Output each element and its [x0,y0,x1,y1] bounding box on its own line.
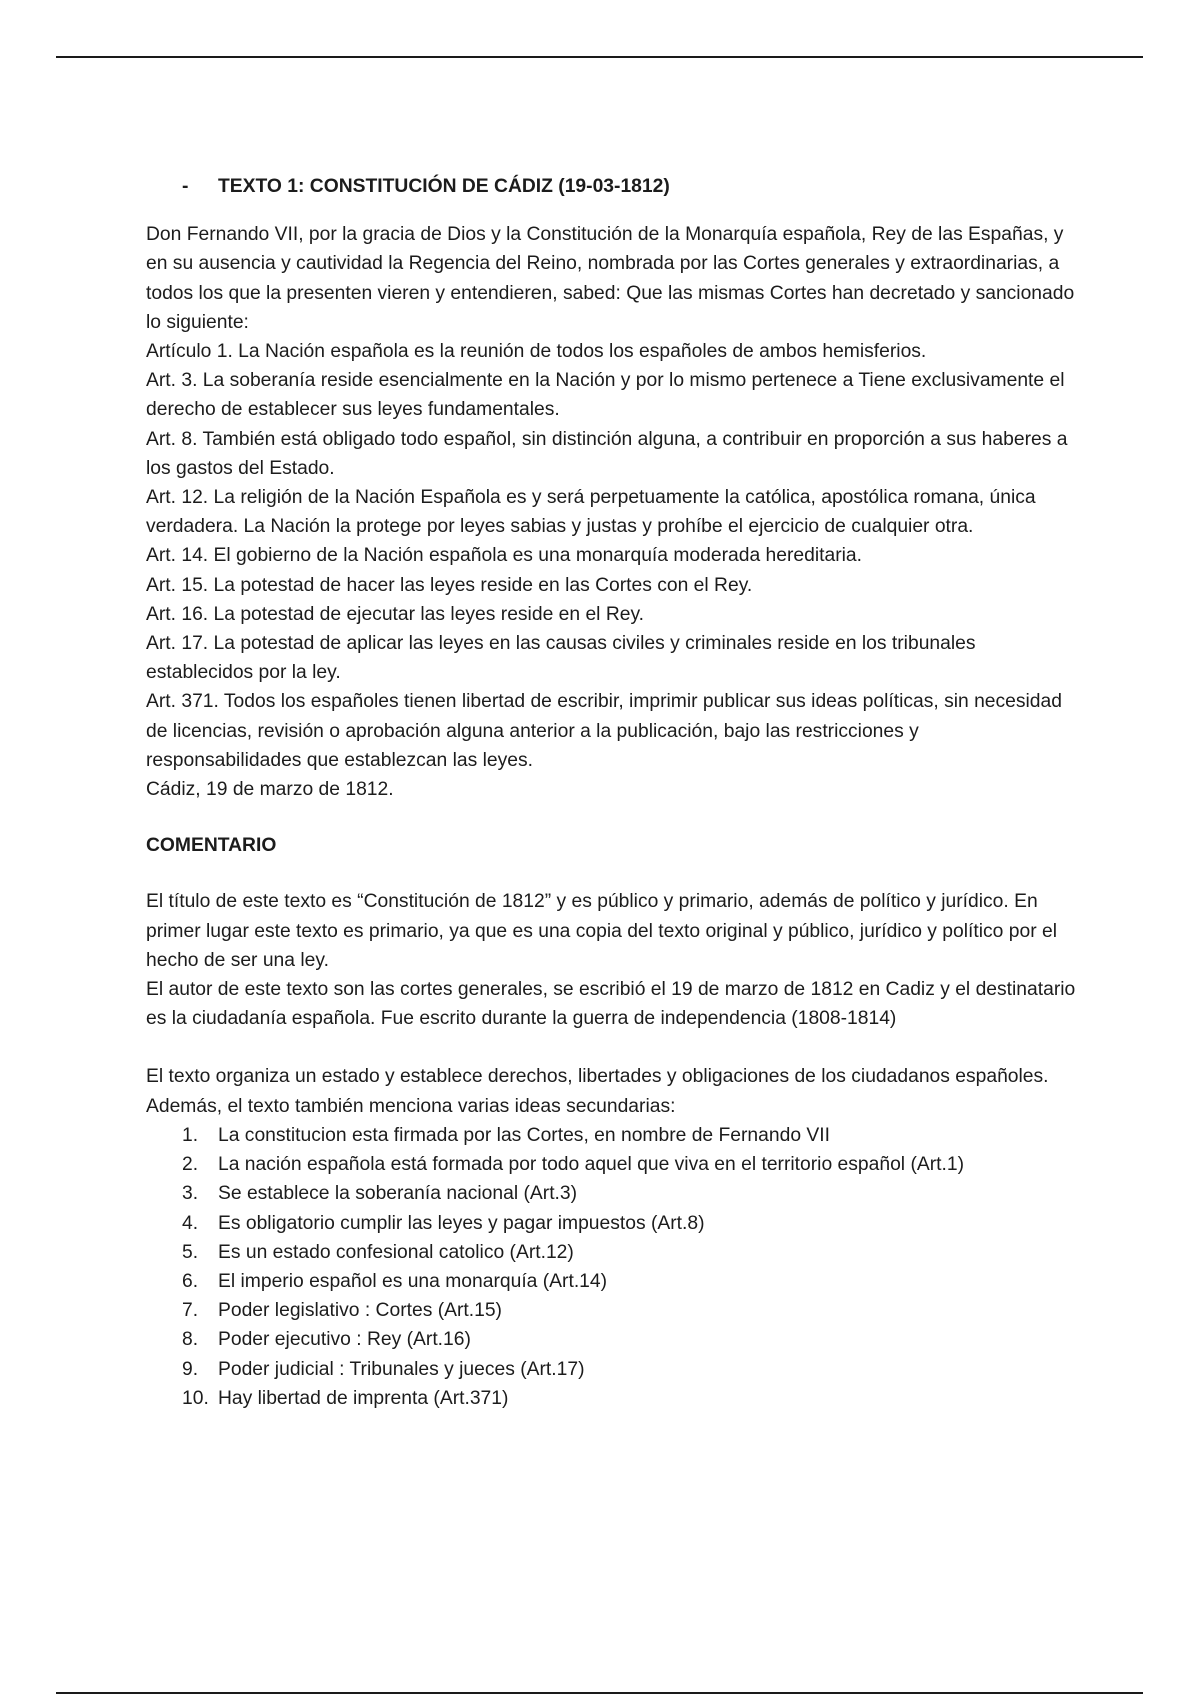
list-item-number: 10. [182,1387,209,1409]
list-item-text: El imperio español es una monarquía (Art.14) [218,1270,608,1292]
comment-paragraph: El autor de este texto son las cortes generales, se escribió el 19 de marzo de 1812 en Cadiz y el destinatario es la ciudadanía española. Fue escrito durante la guerra de independencia (1808-1814) [146,979,1076,1030]
secondary-ideas-list [146,1121,1076,1413]
list-item-text: Hay libertad de imprenta (Art.371) [218,1387,509,1409]
paragraph-spacer [146,1033,1076,1062]
list-item-text: La constitucion esta firmada por las Cortes, en nombre de Fernando VII [218,1124,830,1146]
list-item-number: 2. [182,1154,199,1176]
bottom-rule [56,1692,1143,1694]
comment-section [146,887,1076,1412]
list-item-number: 3. [182,1183,199,1205]
source-paragraph-intro: Don Fernando VII, por la gracia de Dios y la Constitución de la Monarquía española, Rey de las Españas, y en su ausencia y cautividad la Regencia del Reino, nombrada por las Cortes generales y extraordinarias, a todos los que la presenten vieren y entendieren, sabed: Que las mismas Cortes han decretado y sancionado lo siguiente: [146,224,1075,333]
heading-text: TEXTO 1: CONSTITUCIÓN DE CÁDIZ (19-03-1812) [218,176,670,197]
source-article-8: Art. 8. También está obligado todo español, sin distinción alguna, a contribuir en proporción a sus haberes a los gastos del Estado. [146,428,1068,479]
heading-bullet: - [182,176,189,197]
list-item-number: 8. [182,1329,199,1351]
list-item-number: 1. [182,1124,199,1146]
list-item [146,1355,1076,1384]
comment-title: COMENTARIO [146,835,277,857]
comment-paragraph: El texto organiza un estado y establece derechos, libertades y obligaciones de los ciudadanos españoles. Además, el texto también menciona varias ideas secundarias: [146,1066,1049,1117]
list-item-number: 7. [182,1300,199,1322]
top-rule [56,56,1143,58]
document-body [146,172,1076,1413]
list-item-text: Poder legislativo : Cortes (Art.15) [218,1300,502,1322]
comment-paragraph: El título de este texto es “Constitución de 1812” y es público y primario, además de político y jurídico. En primer lugar este texto es primario, ya que es una copia del texto original y público, jurídico y político por el hecho de ser una ley. [146,891,1057,971]
list-item [146,1384,1076,1413]
list-item [146,1238,1076,1267]
source-article-16: Art. 16. La potestad de ejecutar las leyes reside en el Rey. [146,603,645,625]
list-item-number: 9. [182,1358,199,1380]
source-article-12: Art. 12. La religión de la Nación Española es y será perpetuamente la católica, apostólica romana, única verdadera. La Nación la protege por leyes sabias y justas y prohíbe el ejercicio de cualquier otra. [146,487,1036,538]
list-item [146,1179,1076,1208]
list-item-text: Es un estado confesional catolico (Art.12) [218,1241,574,1263]
list-item [146,1325,1076,1354]
list-item-text: Se establece la soberanía nacional (Art.3) [218,1183,578,1205]
list-item [146,1267,1076,1296]
list-item-text: Poder ejecutivo : Rey (Art.16) [218,1329,471,1351]
list-item-text: Es obligatorio cumplir las leyes y pagar impuestos (Art.8) [218,1212,705,1234]
source-article-14: Art. 14. El gobierno de la Nación española es una monarquía moderada hereditaria. [146,545,863,567]
source-article-371: Art. 371. Todos los españoles tienen libertad de escribir, imprimir publicar sus ideas políticas, sin necesidad de licencias, revisión o aprobación alguna anterior a la publicación, bajo las restricciones y responsabilidades que establezcan las leyes. [146,691,1062,771]
list-item [146,1150,1076,1179]
list-item-number: 5. [182,1241,199,1263]
source-article-1: Artículo 1. La Nación española es la reunión de todos los españoles de ambos hemisferios. [146,341,927,363]
list-item-number: 4. [182,1212,199,1234]
source-article-17: Art. 17. La potestad de aplicar las leyes en las causas civiles y criminales reside en los tribunales establecidos por la ley. [146,633,976,684]
list-item-number: 6. [182,1270,199,1292]
list-item [146,1296,1076,1325]
source-article-15: Art. 15. La potestad de hacer las leyes reside en las Cortes con el Rey. [146,574,753,596]
source-signature-line: Cádiz, 19 de marzo de 1812. [146,779,394,801]
list-item-text: La nación española está formada por todo aquel que viva en el territorio español (Art.1) [218,1154,964,1176]
source-article-3: Art. 3. La soberanía reside esencialmente en la Nación y por lo mismo pertenece a Tiene exclusivamente el derecho de establecer sus leyes fundamentales. [146,370,1065,421]
source-text [146,220,1076,804]
document-heading [146,172,1076,201]
list-item [146,1209,1076,1238]
list-item [146,1121,1076,1150]
list-item-text: Poder judicial : Tribunales y jueces (Art.17) [218,1358,585,1380]
